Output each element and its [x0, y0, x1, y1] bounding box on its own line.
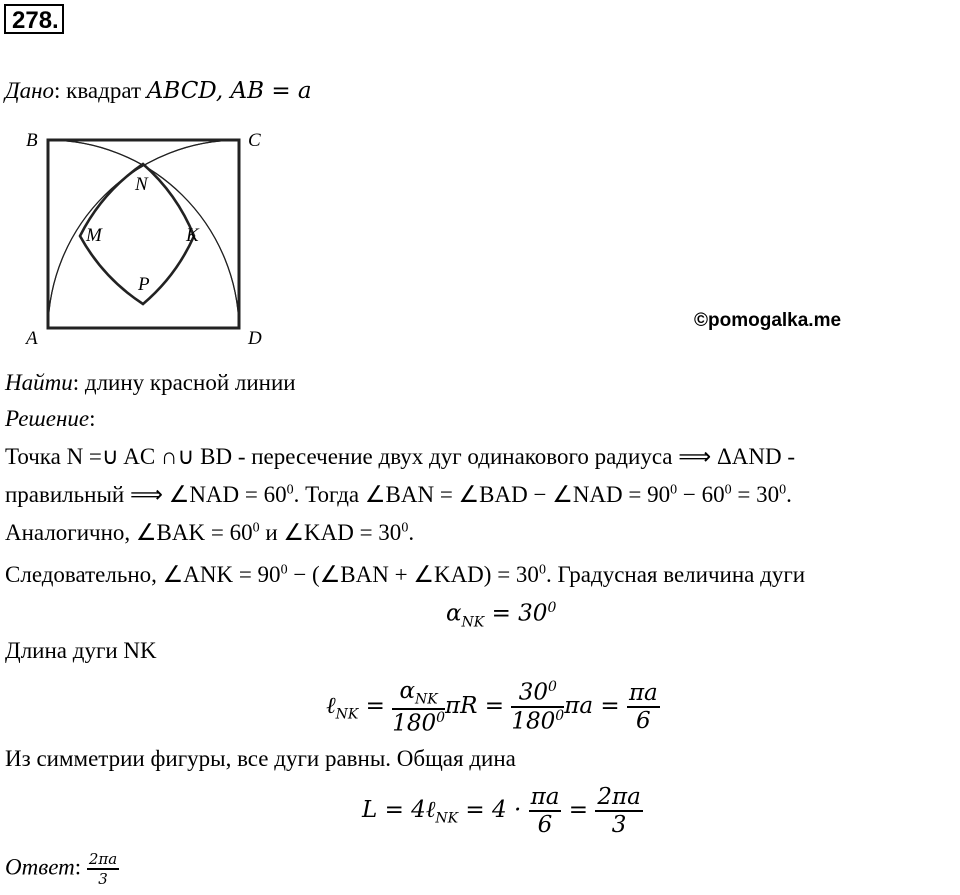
f2-frac1-den: 6 — [537, 812, 553, 838]
f2-frac2-den: 3 — [611, 812, 627, 838]
frac2-den: 180 — [511, 708, 556, 735]
l2e: . — [786, 482, 792, 507]
formula-arc-length — [326, 678, 660, 736]
answer-label: Ответ — [5, 854, 75, 880]
l4a: Следовательно, ∠ANK = 90 — [5, 562, 281, 587]
alpha-lhs: α — [446, 600, 462, 627]
watermark: ©pomogalka.me — [694, 310, 842, 331]
label-m: M — [86, 225, 102, 246]
l3c: . — [408, 520, 415, 545]
deg-6: 0 — [401, 520, 409, 536]
deg-4: 0 — [779, 482, 787, 498]
l2a: правильный ⟹ ∠NAD = 60 — [5, 482, 287, 507]
formula-total-length — [362, 784, 643, 838]
find-text: : длину красной линии — [72, 370, 296, 395]
solution-colon: : — [89, 406, 96, 431]
l4c: . Градусная величина дуги — [545, 562, 806, 587]
l2c: − 60 — [677, 482, 725, 507]
f1-lhs: ℓ — [326, 693, 336, 720]
arc-length-label: Длина дуги NK — [5, 638, 157, 663]
f2-lhs-sub: NK — [435, 810, 459, 827]
given-label: Дано — [5, 78, 55, 103]
f1-lhs-sub: NK — [335, 706, 359, 723]
deg-5: 0 — [252, 520, 260, 536]
answer-colon: : — [74, 854, 87, 880]
answer-den: 3 — [98, 870, 108, 888]
f2-frac1-num: πa — [530, 784, 560, 810]
frac-2pia-3 — [595, 784, 642, 838]
find-label: Найти — [5, 370, 73, 395]
l2b: . Тогда ∠BAN = ∠BAD − ∠NAD = 90 — [293, 482, 671, 507]
arc-c-a — [48, 140, 239, 328]
label-c: C — [248, 130, 261, 151]
solution-line-4 — [5, 562, 805, 588]
answer-line — [5, 850, 119, 888]
deg-2: 0 — [670, 482, 678, 498]
label-p: P — [138, 274, 150, 295]
square-outline — [48, 140, 239, 328]
arc-d-b — [48, 140, 239, 328]
l4b: − (∠BAN + ∠KAD) = 30 — [287, 562, 539, 587]
answer-num: 2πa — [88, 850, 118, 868]
f1-eq: = — [358, 693, 393, 720]
frac1-den-deg: 0 — [436, 709, 446, 726]
f1-mid2: πa = — [564, 693, 627, 720]
given-math: ABCD, AB = a — [146, 78, 312, 104]
label-d: D — [248, 328, 262, 349]
solution-heading — [5, 406, 96, 432]
given-line — [5, 78, 312, 104]
frac3-den: 6 — [636, 708, 651, 735]
frac1-num: α — [399, 678, 416, 704]
f2-mid: = 4 · — [458, 797, 529, 823]
solution-line-3 — [5, 520, 414, 546]
answer-fraction — [87, 850, 119, 888]
find-line — [5, 370, 296, 396]
arc-b-d — [48, 140, 239, 328]
frac-alpha-180 — [392, 678, 445, 736]
label-a: A — [26, 328, 38, 349]
deg-7: 0 — [280, 562, 288, 578]
frac-pia-6-b — [529, 784, 562, 838]
l2d: = 30 — [731, 482, 780, 507]
frac2-num-deg: 0 — [547, 679, 557, 696]
square-figure — [18, 118, 278, 353]
l3a: Аналогично, ∠BAK = 60 — [5, 520, 253, 545]
deg-1: 0 — [286, 482, 294, 498]
f2-lhs: L = 4ℓ — [362, 797, 436, 823]
label-n: N — [135, 174, 148, 195]
alpha-deg: 0 — [547, 600, 557, 616]
frac3-num: πa — [628, 680, 658, 707]
frac2-num: 30 — [518, 680, 548, 707]
frac2-den-deg: 0 — [555, 708, 565, 725]
frac-30-180 — [511, 679, 564, 734]
f1-mid: πR = — [445, 693, 512, 720]
label-k: K — [186, 225, 199, 246]
given-text: : квадрат — [54, 78, 147, 103]
solution-line-2 — [5, 482, 792, 508]
f2-frac2-num: 2πa — [597, 784, 641, 810]
arc-a-c — [48, 140, 239, 328]
solution-label: Решение — [5, 406, 90, 431]
frac1-den: 180 — [392, 710, 437, 737]
f2-eq: = — [561, 797, 596, 823]
deg-3: 0 — [724, 482, 732, 498]
deg-8: 0 — [538, 562, 546, 578]
l3b: и ∠KAD = 30 — [259, 520, 402, 545]
label-b: B — [26, 130, 38, 151]
frac-pia-6 — [627, 680, 660, 734]
alpha-formula — [446, 600, 556, 630]
solution-line-1: Точка N =∪ AC ∩∪ BD - пересечение двух дуг одинакового радиуса ⟹ ΔAND - — [5, 444, 796, 469]
frac1-num-sub: NK — [415, 691, 438, 708]
symmetry-line: Из симметрии фигуры, все дуги равны. Общая дина — [5, 746, 516, 771]
alpha-sub: NK — [461, 614, 485, 631]
alpha-rhs: = 30 — [484, 600, 548, 627]
problem-number: 278. — [4, 4, 64, 34]
